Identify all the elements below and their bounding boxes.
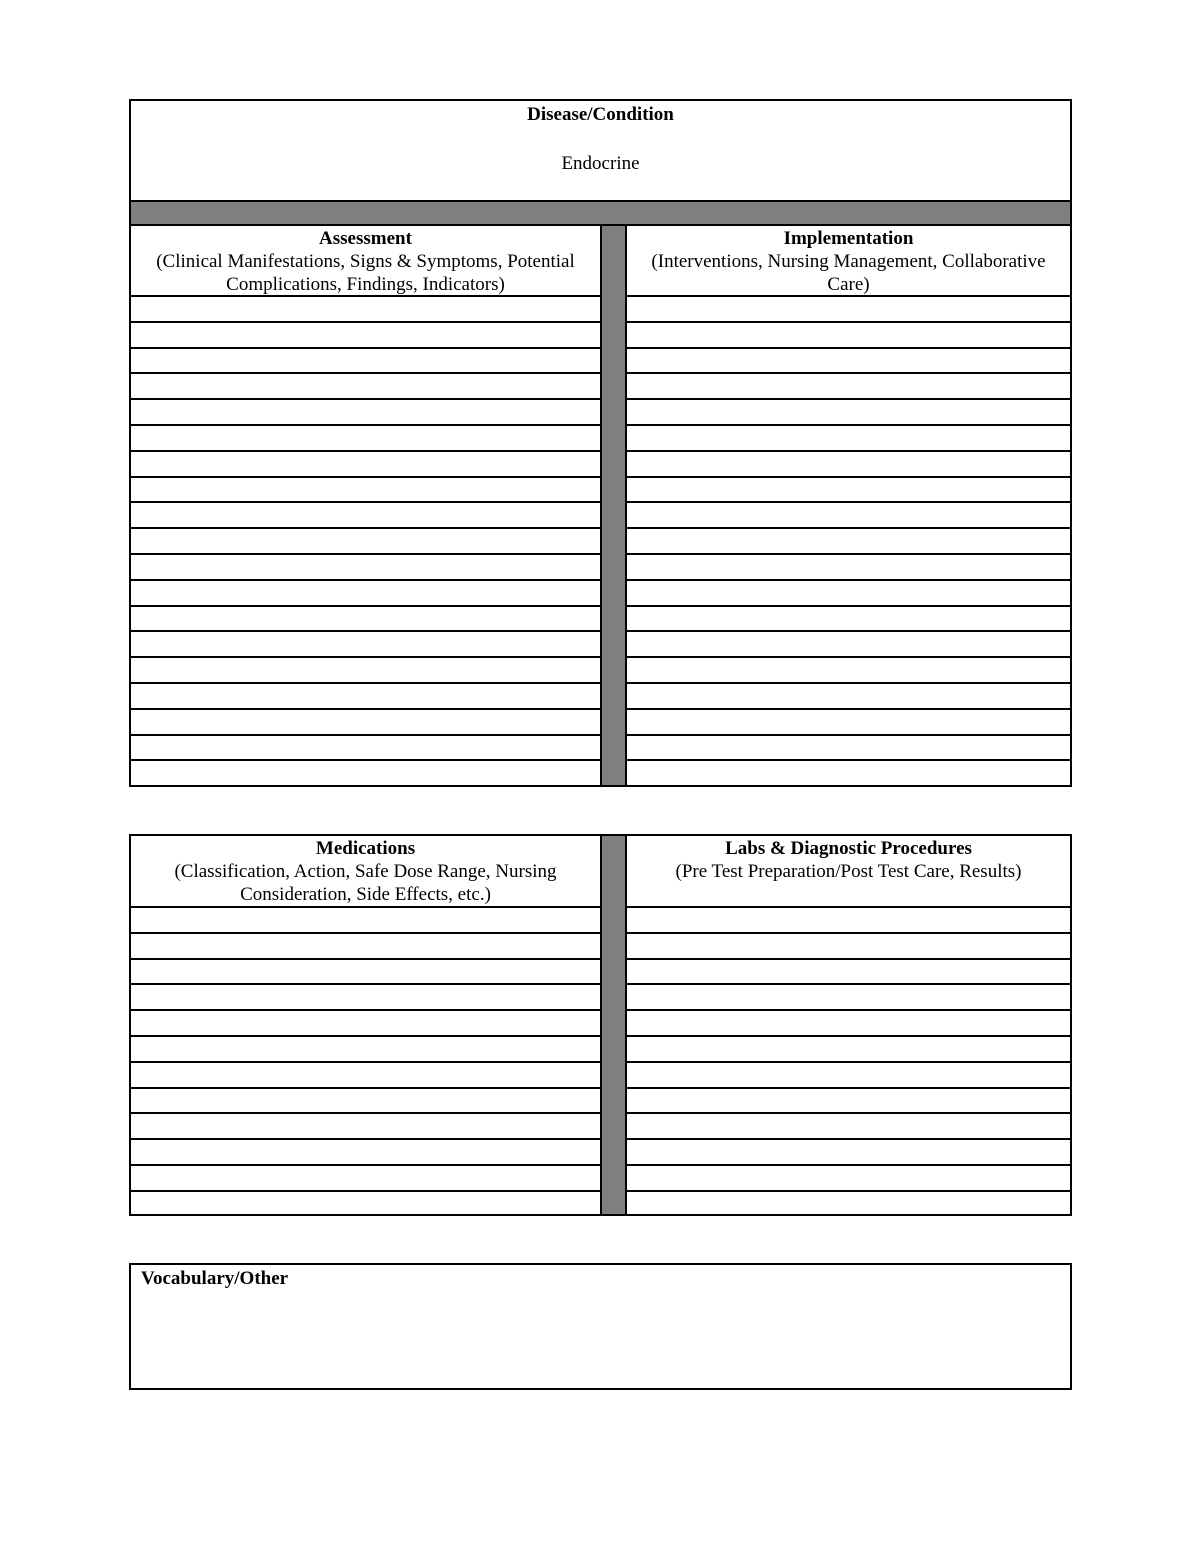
medications-column [131, 836, 600, 1214]
entry-line[interactable] [627, 607, 1070, 633]
entry-line[interactable] [627, 960, 1070, 986]
entry-line[interactable] [627, 581, 1070, 607]
labs-heading: Labs & Diagnostic Procedures [725, 838, 972, 859]
entry-line[interactable] [131, 503, 600, 529]
disease-value[interactable]: Endocrine [561, 153, 640, 174]
implementation-heading: Implementation [783, 228, 914, 249]
entry-line[interactable] [627, 426, 1070, 452]
entry-line[interactable] [131, 1089, 600, 1115]
entry-line[interactable] [131, 400, 600, 426]
vocabulary-heading: Vocabulary/Other [141, 1268, 289, 1289]
entry-line[interactable] [627, 478, 1070, 504]
vocabulary-section[interactable] [129, 1263, 1072, 1390]
entry-line[interactable] [131, 426, 600, 452]
entry-line[interactable] [627, 1114, 1070, 1140]
entry-line[interactable] [131, 908, 600, 934]
entry-line[interactable] [627, 374, 1070, 400]
entry-line[interactable] [627, 710, 1070, 736]
entry-line[interactable] [131, 985, 600, 1011]
gray-separator-band [131, 200, 1070, 226]
entry-line[interactable] [627, 908, 1070, 934]
entry-line[interactable] [131, 1166, 600, 1192]
entry-line[interactable] [627, 985, 1070, 1011]
entry-line[interactable] [627, 658, 1070, 684]
entry-line[interactable] [131, 1114, 600, 1140]
entry-line[interactable] [627, 684, 1070, 710]
entry-line[interactable] [131, 1037, 600, 1063]
entry-line[interactable] [627, 1011, 1070, 1037]
disease-heading: Disease/Condition [527, 104, 674, 125]
entry-line[interactable] [131, 529, 600, 555]
implementation-header [627, 226, 1070, 297]
entry-line[interactable] [131, 323, 600, 349]
entry-line[interactable] [627, 761, 1070, 787]
entry-line[interactable] [131, 349, 600, 375]
entry-line[interactable] [627, 555, 1070, 581]
entry-line[interactable] [627, 503, 1070, 529]
entry-line[interactable] [131, 374, 600, 400]
entry-line[interactable] [131, 934, 600, 960]
entry-line[interactable] [627, 632, 1070, 658]
entry-line[interactable] [131, 736, 600, 762]
column-divider [600, 226, 627, 785]
assessment-column [131, 226, 600, 785]
entry-line[interactable] [131, 710, 600, 736]
disease-condition-section [129, 99, 1072, 787]
entry-line[interactable] [131, 607, 600, 633]
medications-subtitle: (Classification, Action, Safe Dose Range, Nursing Consideration, Side Effects, etc.) [174, 861, 557, 905]
entry-line[interactable] [131, 581, 600, 607]
implementation-subtitle: (Interventions, Nursing Management, Collaborative Care) [651, 251, 1046, 295]
assessment-heading: Assessment [319, 228, 412, 249]
entry-line[interactable] [131, 1011, 600, 1037]
entry-line[interactable] [131, 632, 600, 658]
entry-line[interactable] [627, 400, 1070, 426]
entry-line[interactable] [131, 1140, 600, 1166]
entry-line[interactable] [131, 1063, 600, 1089]
column-divider [600, 836, 627, 1214]
entry-line[interactable] [627, 529, 1070, 555]
labs-column [627, 836, 1070, 1214]
labs-header [627, 836, 1070, 908]
implementation-column [627, 226, 1070, 785]
entry-line[interactable] [131, 1192, 600, 1218]
entry-line[interactable] [131, 960, 600, 986]
entry-line[interactable] [627, 297, 1070, 323]
entry-line[interactable] [627, 1192, 1070, 1218]
assessment-lines [131, 297, 600, 787]
entry-line[interactable] [131, 658, 600, 684]
entry-line[interactable] [131, 761, 600, 787]
entry-line[interactable] [627, 349, 1070, 375]
labs-subtitle: (Pre Test Preparation/Post Test Care, Results) [675, 861, 1022, 882]
medications-labs-section [129, 834, 1072, 1216]
entry-line[interactable] [131, 297, 600, 323]
entry-line[interactable] [627, 934, 1070, 960]
implementation-lines [627, 297, 1070, 787]
entry-line[interactable] [627, 1089, 1070, 1115]
labs-lines [627, 908, 1070, 1218]
disease-title-area [131, 101, 1070, 200]
assessment-header [131, 226, 600, 297]
entry-line[interactable] [627, 736, 1070, 762]
entry-line[interactable] [131, 555, 600, 581]
entry-line[interactable] [627, 323, 1070, 349]
entry-line[interactable] [131, 684, 600, 710]
entry-line[interactable] [627, 452, 1070, 478]
assessment-subtitle: (Clinical Manifestations, Signs & Symptoms, Potential Complications, Findings, Indicators) [156, 251, 575, 295]
entry-line[interactable] [627, 1166, 1070, 1192]
entry-line[interactable] [131, 452, 600, 478]
entry-line[interactable] [627, 1140, 1070, 1166]
entry-line[interactable] [627, 1063, 1070, 1089]
medications-header [131, 836, 600, 908]
entry-line[interactable] [627, 1037, 1070, 1063]
medications-heading: Medications [315, 838, 416, 859]
entry-line[interactable] [131, 478, 600, 504]
medications-lines [131, 908, 600, 1218]
